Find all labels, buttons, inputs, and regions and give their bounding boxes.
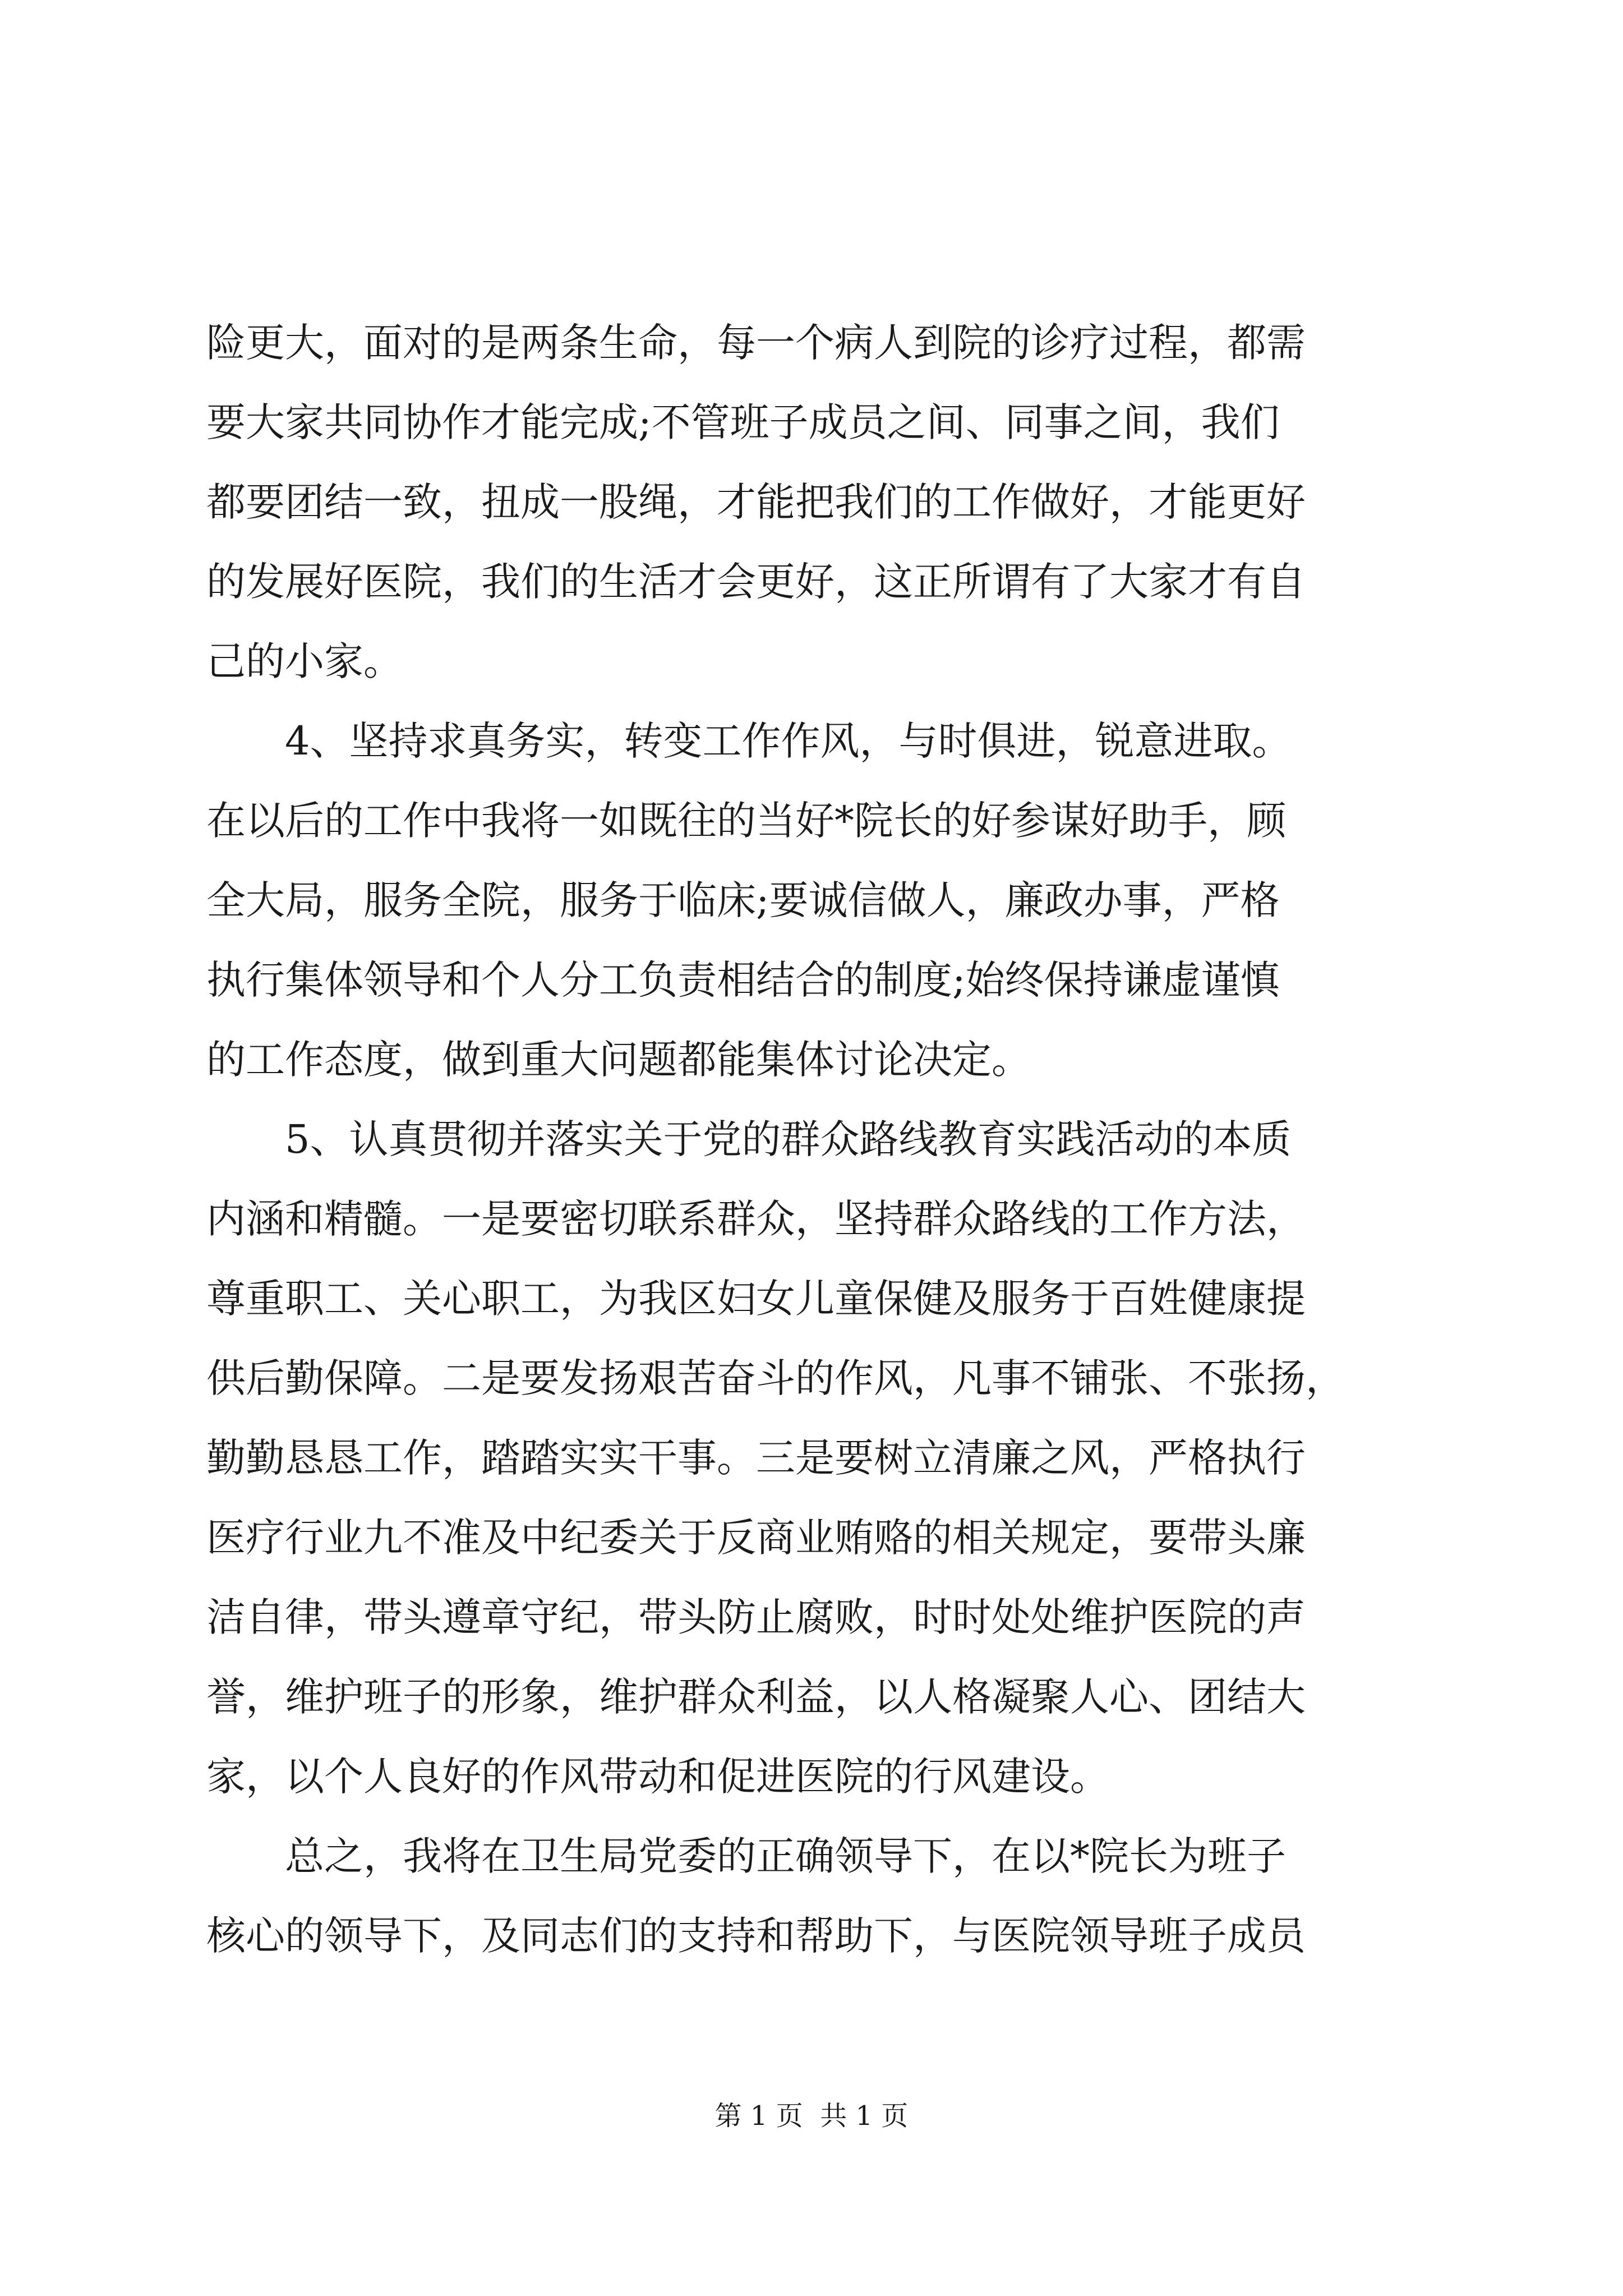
text-line: 在以后的工作中我将一如既往的当好*院长的好参谋好助手，顾 (206, 798, 1286, 844)
text-line: 供后勤保障。二是要发扬艰苦奋斗的作风，凡事不铺张、不张扬， (206, 1355, 1345, 1401)
paragraph-start-line: 总之，我将在卫生局党委的正确领导下，在以*院长为班子 (285, 1833, 1286, 1879)
text-line: 要大家共同协作才能完成;不管班子成员之间、同事之间，我们 (206, 399, 1280, 445)
text-line: 险更大，面对的是两条生命，每一个病人到院的诊疗过程，都需 (206, 320, 1306, 366)
text-line: 核心的领导下，及同志们的支持和帮助下，与医院领导班子成员 (206, 1913, 1306, 1959)
text-line: 都要团结一致，扭成一股绳，才能把我们的工作做好，才能更好 (206, 479, 1306, 525)
text-line: 勤勤恳恳工作，踏踏实实干事。三是要树立清廉之风，严格执行 (206, 1435, 1306, 1481)
paragraph-start-line: 4、坚持求真务实，转变工作作风，与时俱进，锐意进取。 (285, 718, 1292, 764)
paragraph-start-line: 5、认真贯彻并落实关于党的群众路线教育实践活动的本质 (285, 1116, 1292, 1162)
text-line: 执行集体领导和个人分工负责相结合的制度;始终保持谦虚谨慎 (206, 957, 1280, 1003)
page-footer: 第 1 页 共 1 页 (714, 2100, 909, 2132)
text-line: 内涵和精髓。一是要密切联系群众，坚持群众路线的工作方法， (206, 1196, 1306, 1242)
text-line: 全大局，服务全院，服务于临床;要诚信做人，廉政办事，严格 (206, 877, 1280, 923)
text-line: 家，以个人良好的作风带动和促进医院的行风建设。 (206, 1754, 1109, 1800)
text-line: 洁自律，带头遵章守纪，带头防止腐败，时时处处维护医院的声 (206, 1594, 1306, 1640)
text-line: 尊重职工、关心职工，为我区妇女儿童保健及服务于百姓健康提 (206, 1276, 1306, 1322)
text-line: 己的小家。 (206, 638, 403, 684)
document-body (206, 303, 1496, 1976)
text-line: 的工作态度，做到重大问题都能集体讨论决定。 (206, 1037, 1031, 1083)
text-line: 医疗行业九不准及中纪委关于反商业贿赂的相关规定，要带头廉 (206, 1515, 1306, 1561)
text-line: 誉，维护班子的形象，维护群众利益，以人格凝聚人心、团结大 (206, 1674, 1306, 1720)
text-line: 的发展好医院，我们的生活才会更好，这正所谓有了大家才有自 (206, 559, 1306, 605)
